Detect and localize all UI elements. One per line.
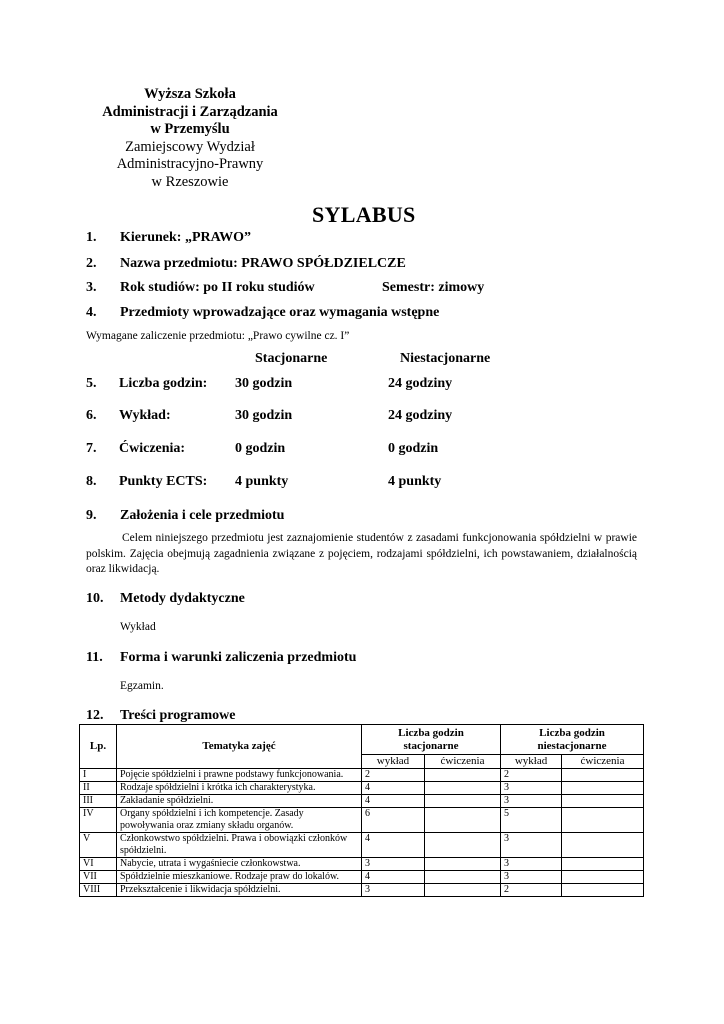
table-row bbox=[80, 833, 644, 858]
row-stationary-lecture: 4 bbox=[362, 795, 425, 808]
row-stationary-lecture: 4 bbox=[362, 833, 425, 858]
section-5-number: 5. bbox=[86, 376, 97, 391]
row-extramural-exercise bbox=[562, 884, 644, 897]
row-extramural-exercise bbox=[562, 871, 644, 884]
row-topic: Rodzaje spółdzielni i krótka ich charakterystyka. bbox=[117, 782, 362, 795]
row-topic: Spółdzielnie mieszkaniowe. Rodzaje praw do lokalów. bbox=[117, 871, 362, 884]
document-title: SYLABUS bbox=[312, 202, 416, 227]
row-lp: VI bbox=[80, 858, 117, 871]
row-stationary-exercise bbox=[425, 858, 501, 871]
row-stationary-exercise bbox=[425, 833, 501, 858]
header-hours-stationary bbox=[362, 725, 501, 755]
exercises-stationary: 0 godzin bbox=[235, 441, 286, 456]
row-lp: II bbox=[80, 782, 117, 795]
row-stationary-exercise bbox=[425, 769, 501, 782]
row-lp: I bbox=[80, 769, 117, 782]
table-row bbox=[80, 858, 644, 871]
row-extramural-exercise bbox=[562, 833, 644, 858]
row-topic: Organy spółdzielni i ich kompetencje. Zasady powoływania oraz zmiany składu organów. bbox=[117, 808, 362, 833]
hours-total-extramural: 24 godziny bbox=[388, 376, 453, 391]
header-lp: Lp. bbox=[80, 725, 117, 769]
row-topic: Pojęcie spółdzielni i prawne podstawy funkcjonowania. bbox=[117, 769, 362, 782]
row-lp: IV bbox=[80, 808, 117, 833]
header-hours-extramural-line2: niestacjonarne bbox=[537, 739, 607, 752]
row-extramural-exercise bbox=[562, 795, 644, 808]
row-topic: Zakładanie spółdzielni. bbox=[117, 795, 362, 808]
row-extramural-exercise bbox=[562, 858, 644, 871]
header-topic: Tematyka zajęć bbox=[117, 725, 362, 769]
row-extramural-exercise bbox=[562, 769, 644, 782]
row-stationary-lecture: 3 bbox=[362, 858, 425, 871]
institution-line-4: Zamiejscowy Wydział bbox=[125, 138, 255, 155]
row-topic: Członkowstwo spółdzielni. Prawa i obowiązki członków spółdzielni. bbox=[117, 833, 362, 858]
section-10-number: 10. bbox=[86, 591, 104, 606]
table-row bbox=[80, 782, 644, 795]
hours-total-stationary: 30 godzin bbox=[235, 376, 293, 391]
row-stationary-lecture: 4 bbox=[362, 871, 425, 884]
section-10-text: Metody dydaktyczne bbox=[120, 591, 245, 606]
row-extramural-lecture: 3 bbox=[501, 871, 562, 884]
exercises-label: Ćwiczenia: bbox=[119, 441, 186, 456]
section-6-number: 6. bbox=[86, 408, 97, 423]
lecture-label: Wykład: bbox=[119, 408, 171, 423]
table-row bbox=[80, 884, 644, 897]
row-extramural-exercise bbox=[562, 808, 644, 833]
section-4-text: Przedmioty wprowadzające oraz wymagania wstępne bbox=[120, 305, 440, 320]
ects-label: Punkty ECTS: bbox=[119, 474, 208, 489]
section-12-text: Treści programowe bbox=[120, 708, 236, 723]
section-9-text: Założenia i cele przedmiotu bbox=[120, 508, 285, 523]
institution-line-3: w Przemyślu bbox=[150, 121, 230, 137]
row-stationary-lecture: 3 bbox=[362, 884, 425, 897]
teaching-method-value: Wykład bbox=[120, 621, 156, 633]
program-content-table bbox=[79, 724, 644, 897]
institution-line-6: w Rzeszowie bbox=[151, 173, 229, 190]
table-row bbox=[80, 871, 644, 884]
objectives-paragraph: Celem niniejszego przedmiotu jest zaznajomienie studentów z zasadami funkcjonowania spółdzielni w prawie polskim. Zajęcia obejmują zagadnienia związane z pojęciem, rodzajami spółdzielni, ich powstawaniem, działalnością oraz likwidacją. bbox=[86, 532, 637, 575]
row-lp: VII bbox=[80, 871, 117, 884]
lecture-extramural: 24 godziny bbox=[388, 408, 453, 423]
row-extramural-lecture: 3 bbox=[501, 782, 562, 795]
row-lp: III bbox=[80, 795, 117, 808]
prerequisite-note: Wymagane zaliczenie przedmiotu: „Prawo cywilne cz. I” bbox=[86, 330, 350, 342]
subheader-exercise-stationary: ćwiczenia bbox=[425, 755, 501, 769]
mode-stationary-header: Stacjonarne bbox=[255, 351, 328, 366]
row-extramural-lecture: 2 bbox=[501, 884, 562, 897]
row-topic: Nabycie, utrata i wygaśniecie członkowstwa. bbox=[117, 858, 362, 871]
institution-line-5: Administracyjno-Prawny bbox=[116, 156, 264, 172]
hours-total-label: Liczba godzin: bbox=[119, 376, 208, 391]
ects-stationary: 4 punkty bbox=[235, 474, 289, 489]
row-extramural-lecture: 3 bbox=[501, 858, 562, 871]
row-extramural-lecture: 2 bbox=[501, 769, 562, 782]
row-stationary-exercise bbox=[425, 808, 501, 833]
section-1-text: Kierunek: „PRAWO” bbox=[120, 230, 252, 245]
lecture-stationary: 30 godzin bbox=[235, 408, 293, 423]
section-3-number: 3. bbox=[86, 280, 97, 295]
section-11-text: Forma i warunki zaliczenia przedmiotu bbox=[120, 650, 357, 665]
subheader-lecture-stationary: wykład bbox=[362, 755, 425, 769]
exercises-extramural: 0 godzin bbox=[388, 441, 439, 456]
row-stationary-lecture: 4 bbox=[362, 782, 425, 795]
section-12-number: 12. bbox=[86, 708, 104, 723]
section-11-number: 11. bbox=[86, 650, 103, 665]
section-7-number: 7. bbox=[86, 441, 97, 456]
subheader-exercise-extramural: ćwiczenia bbox=[562, 755, 644, 769]
row-stationary-lecture: 6 bbox=[362, 808, 425, 833]
section-2-text: Nazwa przedmiotu: PRAWO SPÓŁDZIELCZE bbox=[120, 256, 406, 271]
section-2-number: 2. bbox=[86, 256, 97, 271]
section-4-number: 4. bbox=[86, 305, 97, 320]
row-extramural-lecture: 3 bbox=[501, 833, 562, 858]
row-stationary-exercise bbox=[425, 782, 501, 795]
assessment-value: Egzamin. bbox=[120, 680, 164, 692]
row-stationary-lecture: 2 bbox=[362, 769, 425, 782]
header-hours-extramural bbox=[501, 725, 644, 755]
row-extramural-lecture: 5 bbox=[501, 808, 562, 833]
table-row bbox=[80, 808, 644, 833]
row-topic: Przekształcenie i likwidacja spółdzielni. bbox=[117, 884, 362, 897]
row-stationary-exercise bbox=[425, 871, 501, 884]
row-stationary-exercise bbox=[425, 884, 501, 897]
section-3-text: Rok studiów: po II roku studiów bbox=[120, 280, 315, 295]
table-row bbox=[80, 769, 644, 782]
institution-line-2: Administracji i Zarządzania bbox=[102, 103, 278, 120]
header-hours-stationary-line1: Liczba godzin bbox=[398, 726, 464, 739]
row-stationary-exercise bbox=[425, 795, 501, 808]
institution-header bbox=[90, 86, 290, 191]
ects-extramural: 4 punkty bbox=[388, 474, 442, 489]
section-9-number: 9. bbox=[86, 508, 97, 523]
row-extramural-lecture: 3 bbox=[501, 795, 562, 808]
table-row bbox=[80, 795, 644, 808]
header-hours-extramural-line1: Liczba godzin bbox=[539, 726, 605, 739]
row-extramural-exercise bbox=[562, 782, 644, 795]
section-1-number: 1. bbox=[86, 230, 97, 245]
institution-line-1: Wyższa Szkoła bbox=[144, 86, 236, 102]
row-lp: VIII bbox=[80, 884, 117, 897]
row-lp: V bbox=[80, 833, 117, 858]
section-8-number: 8. bbox=[86, 474, 97, 489]
semester-value: Semestr: zimowy bbox=[382, 280, 485, 295]
mode-extramural-header: Niestacjonarne bbox=[400, 351, 491, 366]
subheader-lecture-extramural: wykład bbox=[501, 755, 562, 769]
header-hours-stationary-line2: stacjonarne bbox=[403, 739, 459, 752]
